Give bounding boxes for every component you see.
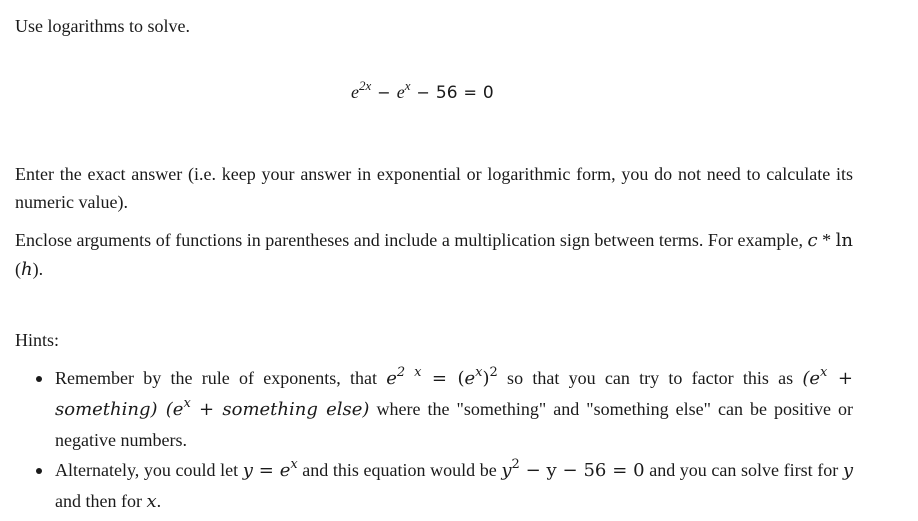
hint2-y3: y	[842, 460, 854, 481]
eq-minus-2: −	[416, 83, 430, 102]
hint2-text-3: and you can solve first for	[644, 460, 843, 480]
hint2-text-5: .	[156, 491, 162, 511]
hint1-sup2: x	[475, 365, 483, 380]
example-star: *	[817, 230, 836, 250]
equation	[351, 78, 494, 103]
exact-answer-paragraph: Enter the exact answer (i.e. keep your answer in exponential or logarithmic form, you do not need to calculate its numeric value).	[15, 164, 853, 212]
hint2-text-4: and then for	[55, 491, 147, 511]
hint1-eq: = (	[421, 368, 465, 389]
hint1-factor-2: + something) (e	[55, 368, 853, 420]
hint1-text-3: where the "something" and "something else" can be positive or negative numbers.	[55, 399, 854, 450]
hint1-text-1: Remember by the rule of exponents, that	[55, 368, 387, 388]
hint1-factor-3: + something else)	[190, 399, 370, 420]
hint2-y2: y	[501, 460, 512, 481]
hint2-e1: e	[279, 460, 291, 481]
hint2-sup1: x	[290, 457, 298, 472]
example-h: h	[21, 259, 33, 280]
hint2-equation-rest: − y − 56 = 0	[519, 460, 645, 481]
hint1-factor-1: (e	[802, 368, 821, 389]
hint1-e1: e	[386, 368, 397, 389]
hint1-e2: e	[464, 368, 476, 389]
hint-item-substitution	[55, 456, 853, 516]
hint-item-exponents	[55, 364, 853, 454]
hint1-close: )	[482, 368, 490, 389]
hint2-text-2: and this equation would be	[297, 460, 502, 480]
eq-base-1: e	[351, 82, 359, 102]
hint1-sup1: 2 x	[396, 365, 422, 380]
hint2-y1: y	[242, 460, 253, 481]
eq-equals: =	[463, 83, 477, 102]
format-paragraph	[15, 226, 853, 284]
example-ln: ln	[835, 230, 854, 251]
format-text: Enclose arguments of functions in parentheses and include a multiplication sign between terms. For example,	[15, 230, 808, 250]
hint1-sup3: 2	[489, 365, 498, 380]
hint1-factor-2-sup: x	[183, 396, 191, 411]
eq-constant: 56	[435, 83, 458, 103]
hint2-x: x	[146, 491, 157, 512]
eq-base-2: e	[396, 82, 405, 102]
hint2-eq1: =	[252, 460, 280, 481]
hint2-text-1: Alternately, you could let	[55, 460, 243, 480]
example-c: c	[807, 230, 818, 251]
example-close: ).	[32, 259, 44, 279]
instruction-text: Use logarithms to solve.	[15, 16, 190, 36]
eq-minus-1: −	[377, 83, 391, 102]
hints-title: Hints:	[15, 330, 60, 350]
eq-exponent-2: x	[404, 78, 411, 93]
hint2-sup2: 2	[511, 457, 520, 472]
hint1-factor-1-sup: x	[820, 365, 828, 380]
eq-rhs: 0	[482, 83, 494, 103]
hint1-text-2: so that you can try to factor this as	[497, 368, 803, 388]
eq-exponent-1: 2x	[359, 78, 372, 93]
hints-list	[15, 364, 853, 518]
example-open: (	[15, 259, 21, 279]
